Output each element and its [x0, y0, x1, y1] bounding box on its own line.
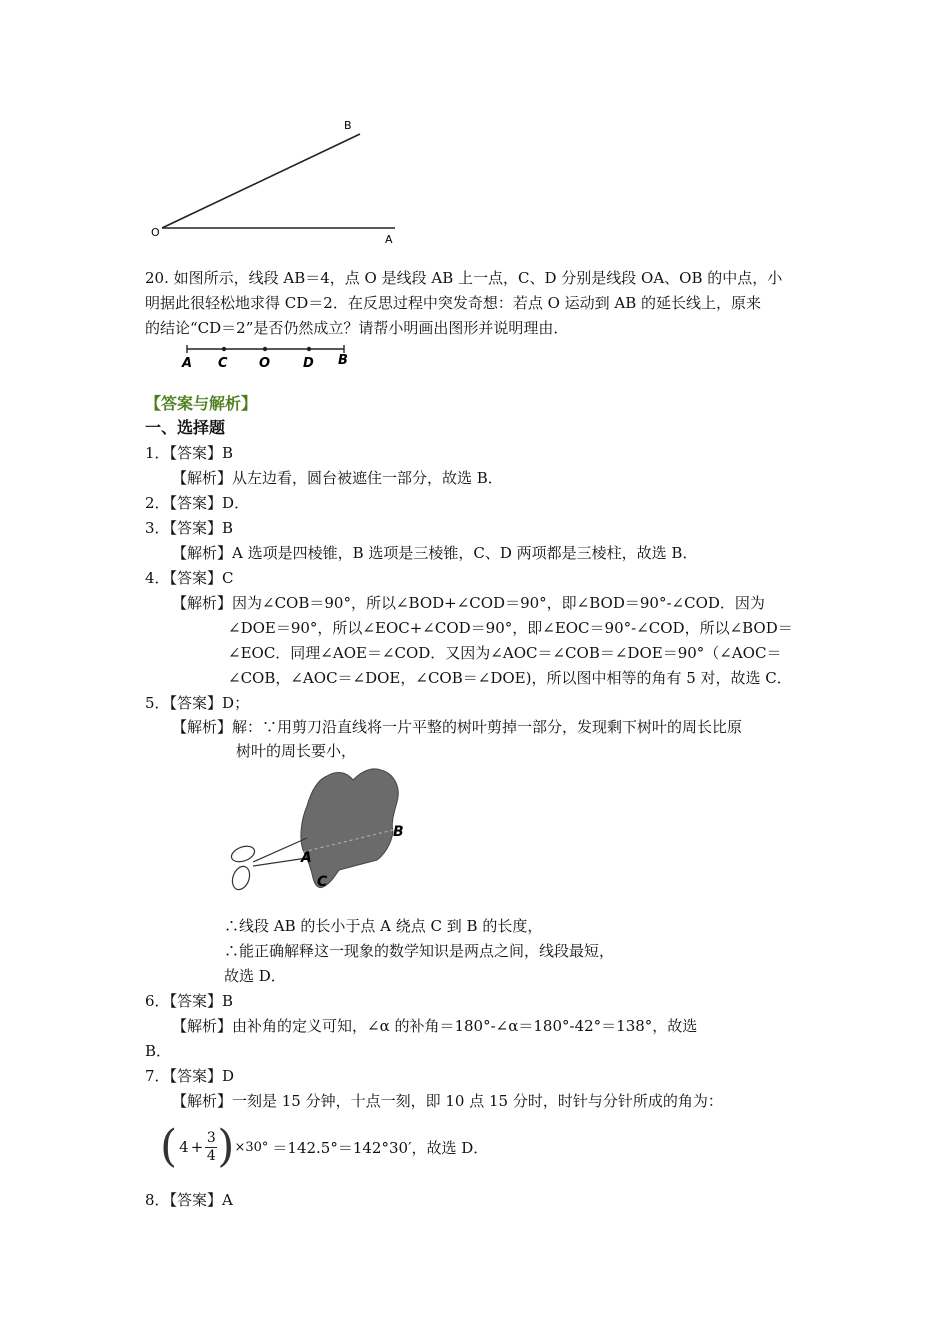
answer-4: 4．【答案】C: [145, 569, 234, 587]
answer-5: 5．【答案】D；: [145, 694, 250, 712]
formula-plus: +: [190, 1138, 204, 1156]
segment-figure: [178, 340, 358, 372]
explain-5-line2: 树叶的周长要小，: [236, 742, 357, 760]
explain-4-line1: 【解析】因为∠COB＝90°，所以∠BOD+∠COD＝90°，即∠BOD＝90°-∠COD．因为: [172, 594, 765, 612]
point-o: [263, 347, 267, 351]
answers-section-title: 【答案与解析】: [145, 394, 258, 413]
explain-5-line3: ∴线段 AB 的长小于点 A 绕点 C 到 B 的长度，: [224, 917, 543, 935]
explain-4-line4: ∠COB，∠AOC＝∠DOE，∠COB＝∠DOE)，所以图中相等的角有 5 对，故选 C．: [228, 669, 792, 687]
answer-6: 6．【答案】B: [145, 992, 234, 1010]
explain-4-line3: ∠EOC．同理∠AOE＝∠COD．又因为∠AOC＝∠COB＝∠DOE＝90°（∠AOC＝: [228, 644, 782, 662]
explain-5-line1: 【解析】解：∵用剪刀沿直线将一片平整的树叶剪掉一部分，发现剩下树叶的周长比原: [172, 718, 743, 736]
explain-3: 【解析】A 选项是四棱锥，B 选项是三棱锥，C、D 两项都是三棱柱，故选 B．: [172, 544, 698, 562]
formula: [160, 1120, 488, 1174]
formula-rparen: ): [217, 1121, 235, 1172]
seg-label-d: D: [303, 356, 314, 371]
formula-whole: 4: [179, 1138, 189, 1156]
explain-5-line5: 故选 D．: [224, 967, 286, 985]
leaf-label-b: B: [393, 824, 404, 840]
leaf-label-a: A: [301, 850, 312, 866]
point-d: [307, 347, 311, 351]
answer-8: 8．【答案】A: [145, 1191, 233, 1209]
seg-label-c: C: [218, 356, 228, 371]
answer-2: 2．【答案】D．: [145, 494, 250, 512]
point-c: [222, 347, 226, 351]
explain-6-line1: 【解析】由补角的定义可知，∠α 的补角＝180°-∠α＝180°-42°＝138°，故选: [172, 1017, 698, 1035]
explain-1: 【解析】从左边看，圆台被遮住一部分，故选 B．: [172, 469, 503, 487]
formula-fraction: [205, 1130, 217, 1165]
leaf-figure: [215, 758, 430, 903]
label-o: O: [151, 226, 160, 239]
scissors-icon: [229, 838, 307, 892]
q20-line2: 明据此很轻松地求得 CD＝2．在反思过程中突发奇想：若点 O 运动到 AB 的延长线上，原来: [145, 294, 762, 312]
angle-figure: [140, 110, 420, 255]
leaf-shape: [301, 769, 398, 888]
label-b: B: [344, 119, 352, 132]
seg-label-b: B: [338, 353, 348, 368]
formula-lparen: (: [160, 1121, 178, 1172]
leaf-label-c: C: [317, 874, 328, 890]
part1-title: 一、选择题: [145, 418, 226, 437]
q20-line1: 20. 如图所示，线段 AB＝4，点 O 是线段 AB 上一点，C、D 分别是线段 OA、OB 的中点，小: [145, 269, 783, 287]
seg-label-a: A: [182, 356, 193, 371]
formula-numerator: 3: [206, 1129, 216, 1146]
formula-denominator: 4: [206, 1147, 216, 1164]
q20-line3: 的结论“CD＝2”是否仍然成立？请帮小明画出图形并说明理由．: [145, 319, 569, 337]
formula-times: ×30°: [234, 1139, 269, 1155]
answer-3: 3．【答案】B: [145, 519, 234, 537]
explain-7-line1: 【解析】一刻是 15 分钟，十点一刻，即 10 点 15 分时，时针与分针所成的角为：: [172, 1092, 723, 1110]
answer-7: 7．【答案】D: [145, 1067, 235, 1085]
ray-ob: [162, 134, 360, 228]
label-a: A: [385, 233, 393, 246]
explain-4-line2: ∠DOE＝90°，所以∠EOC+∠COD＝90°，即∠EOC＝90°-∠COD，所以∠BOD＝: [228, 619, 793, 637]
seg-label-o: O: [259, 356, 271, 371]
formula-result: ＝142.5°＝142°30′，故选 D．: [272, 1138, 489, 1157]
explain-5-line4: ∴能正确解释这一现象的数学知识是两点之间，线段最短，: [224, 942, 615, 960]
explain-6-line2: B．: [145, 1042, 172, 1060]
answer-1: 1．【答案】B: [145, 444, 234, 462]
